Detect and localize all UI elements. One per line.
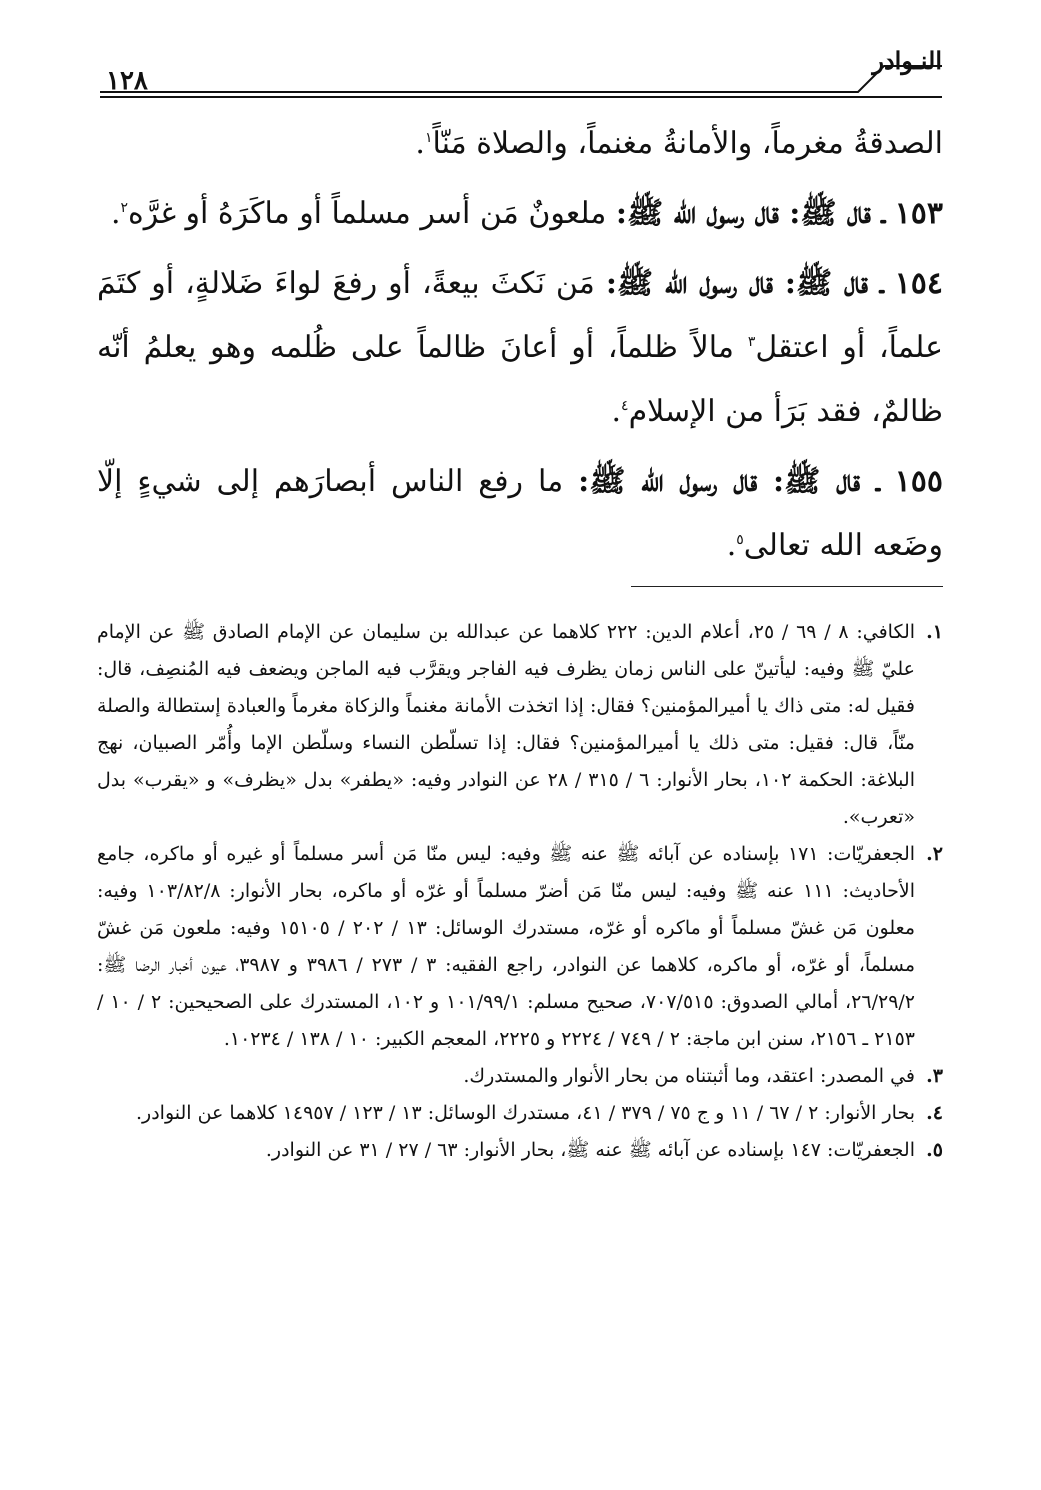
hadith-lead: ـ قال ﷺ: قال رسول الله ﷺ: [578, 464, 880, 499]
footnote-number: ٤. [926, 1102, 943, 1124]
footnote-ref[interactable]: ٤ [621, 398, 629, 414]
hadith-lead: ـ قال ﷺ: قال رسول الله ﷺ: [615, 196, 886, 231]
footnote-item [97, 1095, 943, 1132]
footnote-number: ٢. [926, 843, 943, 865]
hadith-number: ١٥٣ [894, 196, 943, 231]
hadith-lead: ـ قال ﷺ: قال رسول الله ﷺ: [605, 266, 884, 301]
footnote-text: الكافي: ٨ / ٦٩ / ٢٥، أعلام الدين: ٢٢٢ كلاهما عن عبدالله بن سليمان عن الإمام الصادق ﷺ عن الإمام عليّ ﷺ وفيه: ليأتينّ على الناس زمان يظرف فيه الفاجر ويقرَّب فيه الماجن ويضعف فيه المُنصِف، قال: فقيل له: متى ذاك يا أميرالمؤمنين؟ فقال: إذا اتخذت الأمانة مغنماً والزكاة مغرماً والعبادة إستطالة والصلة منّاً، قال: فقيل: متى ذلك يا أميرالمؤمنين؟ فقال: إذا تسلّطن النساء وسلّطن الإما وأُمّر الصبيان، نهج البلاغة: الحكمة ١٠٢، بحار الأنوار: ٦ / ٣١٥ / ٢٨ عن النوادر وفيه: «يطفر» بدل «يظرف» و «يقرب» بدل «تعرب». [97, 621, 916, 828]
footnotes-list [97, 614, 943, 1169]
hadith-number: ١٥٥ [894, 464, 943, 499]
footnote-ref[interactable]: ٥ [736, 532, 744, 548]
paragraph-end: . [611, 394, 622, 429]
hadith-155 [97, 450, 943, 578]
paragraph-end: . [726, 528, 737, 563]
hadith-text: الصدقةُ مغرماً، والأمانةُ مغنماً، والصلاة مَنّاً [432, 126, 943, 161]
hadith-text: ما رفع الناس أبصارَهم إلى شيءٍ إلّا وضَعه الله تعالى [97, 464, 943, 563]
footnote-text: الجعفريّات: ١٧١ بإسناده عن آبائه ﷺ عنه ﷺ وفيه: ليس منّا مَن أسر مسلماً أو غيره أو ماكره، جامع الأحاديث: ١١١ عنه ﷺ وفيه: ليس منّا مَن أضرّ مسلماً أو غرّه أو ماكره، بحار الأنوار: ١٠٣/٨٢/٨ وفيه: معلون مَن غشّ مسلماً أو ماكره أو غرّه، مستدرك الوسائل: ١٣ / ٢٠٢ / ١٥١٠٥ وفيه: ملعون مَن غشّ مسلماً، أو غرّه، أو ماكره، كلاهما عن النوادر، راجع الفقيه: ٣ / ٢٧٣ / ٣٩٨٦ و ٣٩٨٧، عيون أخبار الرضا ﷺ: ٢٦/٢٩/٢، أمالي الصدوق: ٧٠٧/٥١٥، صحيح مسلم: ١٠١/٩٩/١ و ١٠٢، المستدرك على الصحيحين: ٢ / ١٠ / ٢١٥٣ ـ ٢١٥٦، سنن ابن ماجة: ٢ / ٧٤٩ / ٢٢٢٤ و ٢٢٢٥، المعجم الكبير: ١٠ / ١٣٨ / ١٠٢٣٤. [97, 843, 916, 1050]
footnote-ref[interactable]: ٣ [747, 334, 756, 350]
footnote-ref[interactable]: ١ [424, 130, 433, 146]
footnote-number: ٥. [926, 1139, 943, 1161]
paragraph-continuation [97, 112, 943, 176]
hadith-number: ١٥٤ [894, 266, 943, 301]
footnote-text: في المصدر: اعتقد، وما أثبتناه من بحار الأنوار والمستدرك. [463, 1065, 915, 1087]
footnote-text: بحار الأنوار: ٢ / ٦٧ / ١١ و ج ٧٥ / ٣٧٩ / ٤١، مستدرك الوسائل: ١٣ / ١٢٣ / ١٤٩٥٧ كلاهما عن النوادر. [135, 1102, 915, 1124]
page-header [100, 40, 942, 104]
footnote-ref[interactable]: ٢ [120, 200, 129, 216]
paragraph-end: . [110, 196, 121, 231]
footnote-item [97, 1058, 943, 1095]
footnote-number: ١. [926, 621, 943, 643]
page-number: ١٢٨ [106, 66, 148, 96]
hadith-153 [97, 182, 943, 246]
header-rule [100, 40, 942, 104]
hadith-154 [97, 252, 943, 444]
footnote-item [97, 614, 943, 836]
footnote-text: الجعفريّات: ١٤٧ بإسناده عن آبائه ﷺ عنه ﷺ، بحار الأنوار: ٦٣ / ٢٧ / ٣١ عن النوادر. [265, 1139, 915, 1161]
footnote-item [97, 1132, 943, 1169]
footnote-item [97, 836, 943, 1058]
hadith-text: مَن نَكثَ بيعةً، أو رفعَ لواءَ ضَلالةٍ، أو كتَمَ علماً، أو اعتقل [97, 266, 944, 365]
footnote-number: ٣. [926, 1065, 943, 1087]
hadith-text-continued: مالاً ظلماً، أو أعانَ ظالماً على ظُلمه وهو يعلمُ أنّه ظالمٌ، فقد بَرَأ من الإسلام [97, 330, 943, 429]
hadith-text: ملعونٌ مَن أسر مسلماً أو ماكَرَهُ أو غرَّه [128, 196, 607, 231]
main-text [97, 112, 943, 578]
footnote-separator [631, 586, 943, 587]
paragraph-end: . [415, 126, 425, 161]
running-title: النـوادر [872, 46, 942, 75]
